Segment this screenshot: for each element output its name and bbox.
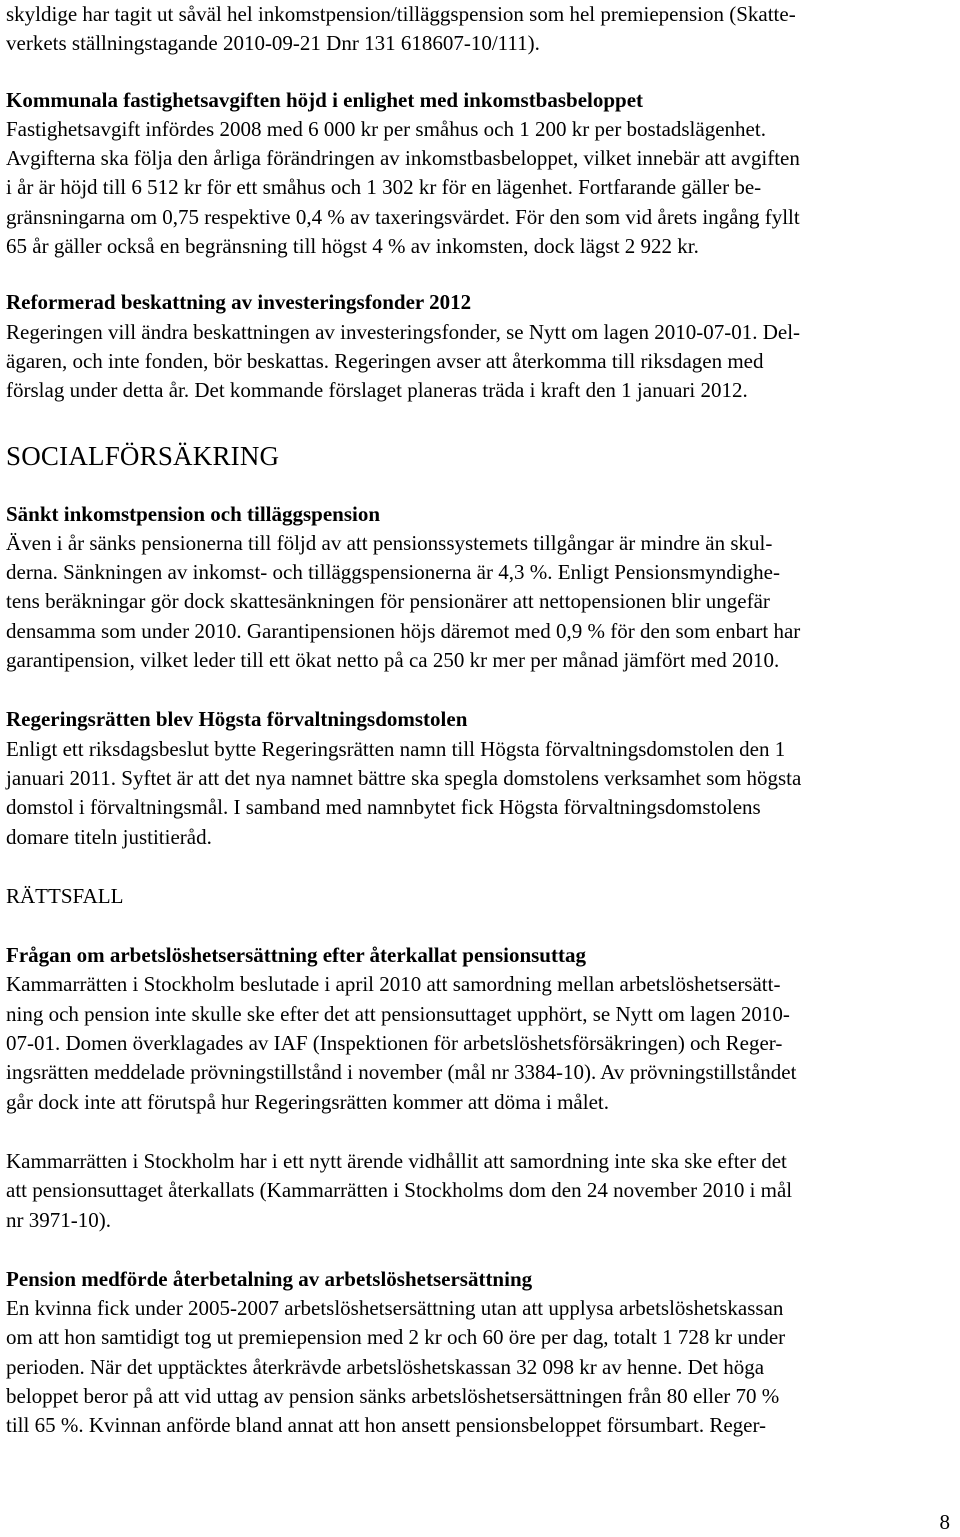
- text-line: domare titeln justitieråd.: [6, 824, 212, 849]
- section-investeringsfonder: [6, 288, 950, 405]
- spacer: [6, 261, 950, 288]
- text-line: garantipension, vilket leder till ett ökat netto på ca 250 kr mer per månad jämfört med 2010.: [6, 648, 780, 673]
- text-line: i år är höjd till 6 512 kr för ett småhus och 1 302 kr för en lägenhet. Fortfarande gäller be-: [6, 175, 762, 200]
- section-heading: Frågan om arbetslöshetsersättning efter återkallat pensionsuttag: [6, 943, 586, 968]
- section-arbetsloshet: [6, 941, 950, 1117]
- document-page: [6, 0, 950, 1441]
- section-aterbetalning: [6, 1265, 950, 1441]
- text-line: ingsrätten meddelade prövningstillstånd i november (mål nr 3384-10). Av prövningstillståndet: [6, 1060, 797, 1085]
- text-line: 07-01. Domen överklagades av IAF (Inspektionen för arbetslöshetsförsäkringen) och Reger-: [6, 1031, 783, 1056]
- text-line: Regeringen vill ändra beskattningen av investeringsfonder, se Nytt om lagen 2010-07-01. Del-: [6, 319, 801, 344]
- text-line: En kvinna fick under 2005-2007 arbetslöshetsersättning utan att upplysa arbetslöshetskassan: [6, 1296, 784, 1321]
- text-line: Avgifterna ska följa den årliga förändringen av inkomstbasbeloppet, vilket innebär att avgiften: [6, 146, 800, 171]
- text-line: Kammarrätten i Stockholm beslutade i april 2010 att samordning mellan arbetslöshetsersätt-: [6, 972, 781, 997]
- spacer: [6, 406, 950, 438]
- text-line: ägaren, och inte fonden, bör beskattas. Regeringen avser att återkomma till riksdagen med: [6, 348, 764, 373]
- section-fastighetsavgift: [6, 86, 950, 262]
- spacer: [6, 474, 950, 500]
- text-line: 65 år gäller också en begränsning till högst 4 % av inkomsten, dock lägst 2 922 kr.: [6, 234, 699, 259]
- text-line: tens beräkningar gör dock skattesänkningen för pensionärer att nettopensionen blir ungefär: [6, 589, 770, 614]
- text-line: om att hon samtidigt tog ut premiepension med 2 kr och 60 öre per dag, totalt 1 728 kr under: [6, 1325, 786, 1350]
- text-line: skyldige har tagit ut såväl hel inkomstpension/tilläggspension som hel premiepension (Skatte-: [6, 2, 796, 26]
- section-heading: Pension medförde återbetalning av arbetslöshetsersättning: [6, 1266, 533, 1291]
- intro-paragraph: [6, 0, 950, 59]
- text-line: till 65 %. Kvinnan anförde bland annat att hon ansett pensionsbeloppet försumbart. Reger-: [6, 1413, 767, 1438]
- section-heading: Sänkt inkomstpension och tilläggspension: [6, 501, 381, 526]
- text-line: Även i år sänks pensionerna till följd av att pensionssystemets tillgångar är mindre än skul-: [6, 530, 773, 555]
- spacer: [6, 675, 950, 705]
- spacer: [6, 1235, 950, 1265]
- section-heading: Reformerad beskattning av investeringsfonder 2012: [6, 290, 472, 315]
- text-line: verkets ställningstagande 2010-09-21 Dnr 131 618607-10/111).: [6, 31, 540, 56]
- text-line: går dock inte att förutspå hur Regeringsrätten kommer att döma i målet.: [6, 1089, 609, 1114]
- section-heading: Kommunala fastighetsavgiften höjd i enlighet med inkomstbasbeloppet: [6, 87, 644, 112]
- text-line: derna. Sänkningen av inkomst- och tilläggspensionerna är 4,3 %. Enligt Pensionsmyndighe-: [6, 560, 780, 585]
- text-line: perioden. När det upptäcktes återkrävde arbetslöshetskassan 32 098 kr av henne. Det höga: [6, 1354, 765, 1379]
- text-line: ning och pension inte skulle ske efter det att pensionsuttaget upphört, se Nytt om lagen 2010-: [6, 1001, 790, 1026]
- text-line: nr 3971-10).: [6, 1207, 111, 1232]
- chapter-heading-socialforsakring: SOCIALFÖRSÄKRING: [6, 440, 280, 471]
- spacer: [6, 59, 950, 86]
- section-domstol: [6, 705, 950, 851]
- spacer: [6, 1117, 950, 1147]
- text-line: Fastighetsavgift infördes 2008 med 6 000 kr per småhus och 1 200 kr per bostadslägenhet.: [6, 116, 766, 141]
- text-line: januari 2011. Syftet är att det nya namnet bättre ska spegla domstolens verksamhet som högsta: [6, 765, 802, 790]
- text-line: gränsningarna om 0,75 respektive 0,4 % av taxeringsvärdet. För den som vid årets ingång fyllt: [6, 204, 800, 229]
- text-line: Enligt ett riksdagsbeslut bytte Regeringsrätten namn till Högsta förvaltningsdomstolen den 1: [6, 736, 786, 761]
- text-line: beloppet beror på att vid uttag av pension sänks arbetslöshetsersättningen från 80 eller 70 %: [6, 1383, 780, 1408]
- section-arbetsloshet-paragraph-2: [6, 1147, 950, 1235]
- text-line: densamma som under 2010. Garantipensionen höjs däremot med 0,9 % för den som enbart har: [6, 618, 801, 643]
- text-line: att pensionsuttaget återkallats (Kammarrätten i Stockholms dom den 24 november 2010 i mål: [6, 1178, 793, 1203]
- page-number: 8: [939, 1510, 950, 1534]
- text-line: Kammarrätten i Stockholm har i ett nytt ärende vidhållit att samordning inte ska ske efter det: [6, 1148, 787, 1173]
- spacer: [6, 852, 950, 882]
- text-line: domstol i förvaltningsmål. I samband med namnbytet fick Högsta förvaltningsdomstolens: [6, 795, 761, 820]
- spacer: [6, 911, 950, 941]
- section-heading: Regeringsrätten blev Högsta förvaltningsdomstolen: [6, 707, 468, 732]
- section-pension: [6, 500, 950, 676]
- text-line: förslag under detta år. Det kommande förslaget planeras träda i kraft den 1 januari 2012.: [6, 378, 748, 403]
- chapter-heading-rattsfall: RÄTTSFALL: [6, 883, 124, 908]
